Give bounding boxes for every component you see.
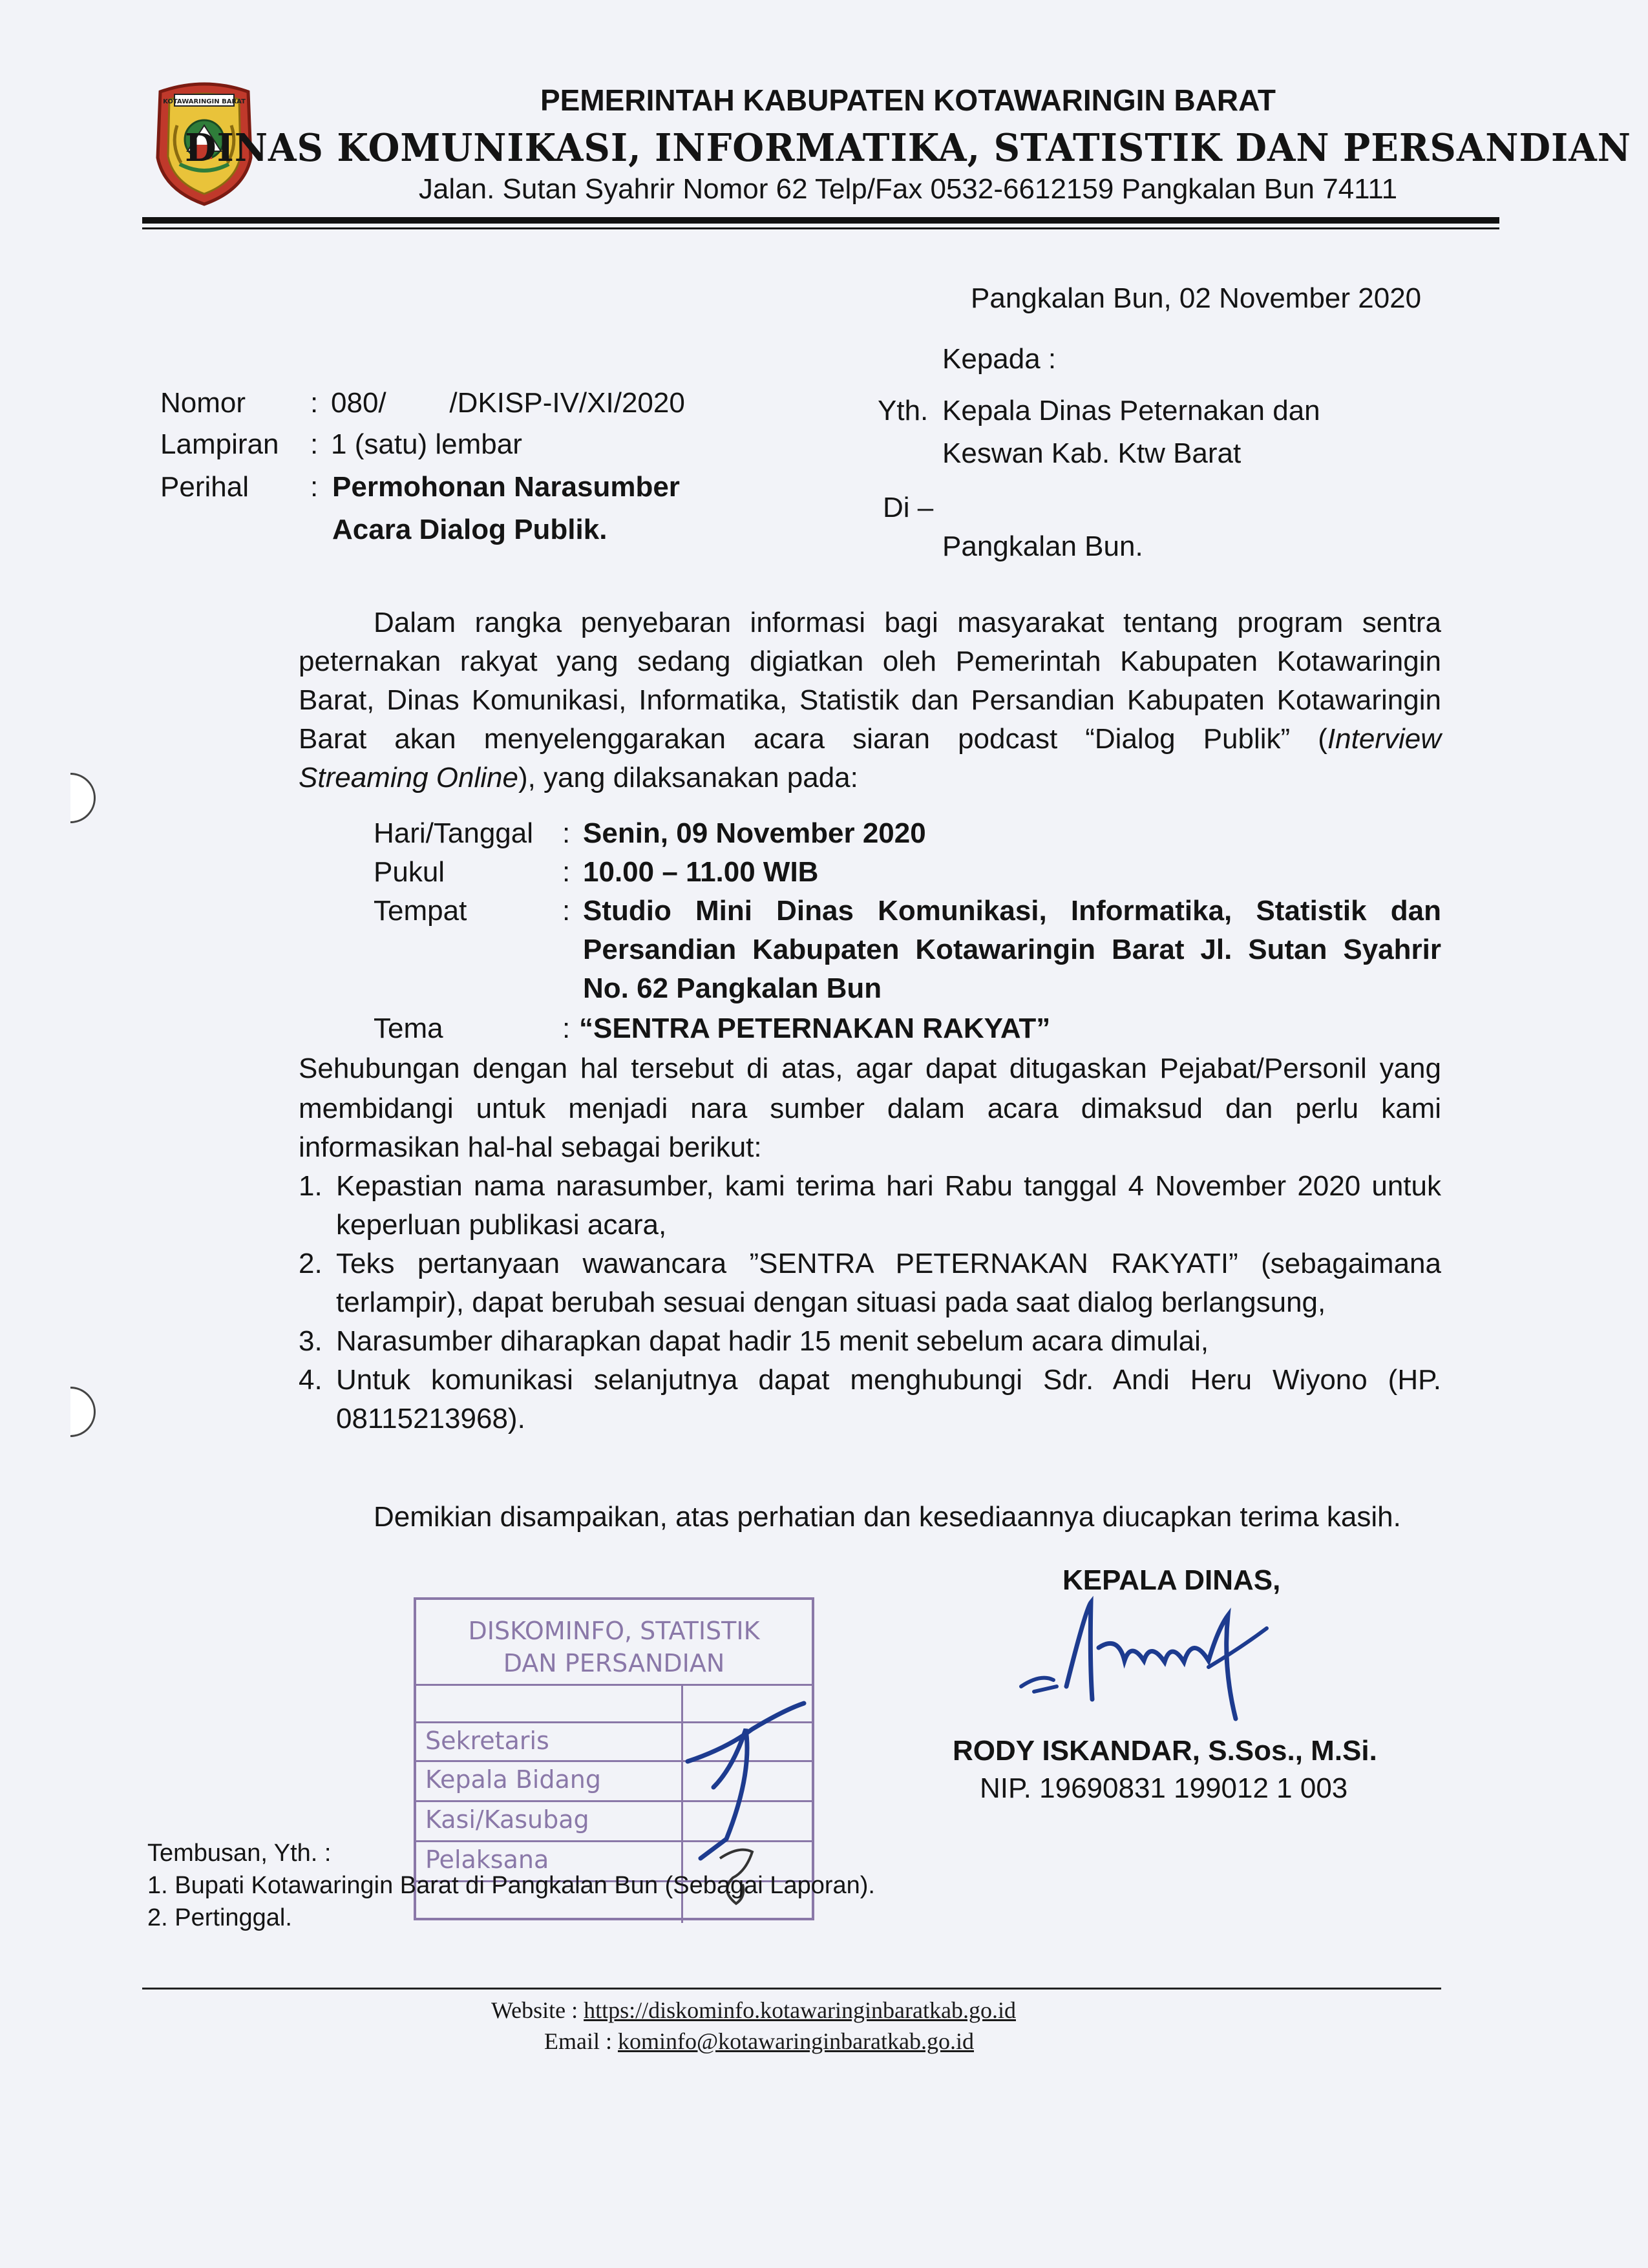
request-line3: informasikan hal-hal sebagai berikut: [299, 1131, 762, 1163]
letterhead-rule-thin [142, 227, 1499, 229]
office-address: Jalan. Sutan Syahrir Nomor 62 Telp/Fax 0532-6612159 Pangkalan Bun 74111 [418, 173, 1398, 205]
field-sep: : [310, 428, 319, 460]
event-hari-value: Senin, 09 November 2020 [583, 817, 926, 849]
event-hari-label: Hari/Tanggal [374, 817, 534, 849]
point-2-line1: Teks pertanyaan wawancara ”SENTRA PETERNAKAN RAKYATI” (sebagaimana [336, 1248, 1441, 1279]
stamp-divider [416, 1684, 812, 1686]
subject-line2: Acara Dialog Publik. [332, 514, 607, 545]
point-1-line1: Kepastian nama narasumber, kami terima hari Rabu tanggal 4 November 2020 untuk [336, 1170, 1441, 1202]
event-tema-label: Tema [374, 1013, 443, 1044]
field-label-perihal: Perihal [160, 471, 249, 503]
intro-line4-text: Barat akan menyelenggarakan acara siaran podcast “Dialog Publik” ( [299, 723, 1327, 755]
request-line1: Sehubungan dengan hal tersebut di atas, agar dapat ditugaskan Pejabat/Personil yang [299, 1053, 1441, 1084]
closing-sentence: Demikian disampaikan, atas perhatian dan kesediaannya diucapkan terima kasih. [374, 1501, 1401, 1533]
department-title: DINAS KOMUNIKASI, INFORMATIKA, STATISTIK DAN PERSANDIAN [185, 125, 1631, 171]
intro-line4 [299, 722, 1441, 757]
request-line2: membidangi untuk menjadi nara sumber dalam acara dimaksud dan perlu kami [299, 1093, 1441, 1124]
point-3-line1: Narasumber diharapkan dapat hadir 15 menit sebelum acara dimulai, [336, 1325, 1209, 1357]
event-tema-value: “SENTRA PETERNAKAN RAKYAT” [579, 1013, 1051, 1044]
footer-rule [142, 1988, 1441, 1990]
recipient-yth: Yth. [878, 395, 929, 426]
point-4-line1: Untuk komunikasi selanjutnya dapat menghubungi Sdr. Andi Heru Wiyono (HP. [336, 1364, 1441, 1396]
punch-hole [45, 1387, 96, 1437]
event-tempat-label: Tempat [374, 895, 467, 927]
field-sep: : [310, 471, 319, 503]
point-number: 3. [299, 1325, 322, 1357]
stamp-row: Kepala Bidang [425, 1765, 601, 1794]
handwritten-signature [995, 1590, 1305, 1738]
intro-line5 [299, 761, 858, 795]
stamp-row: Pelaksana [425, 1845, 549, 1874]
website-link[interactable]: https://diskominfo.kotawaringinbaratkab.go.id [584, 1997, 1016, 2023]
field-sep: : [310, 387, 319, 419]
event-sep: : [562, 895, 571, 927]
point-1-line2: keperluan publikasi acara, [336, 1209, 667, 1241]
punch-hole [45, 773, 96, 823]
stamp-line2: DAN PERSANDIAN [503, 1649, 725, 1677]
website-label: Website : [491, 1997, 578, 2023]
signatory-name: RODY ISKANDAR, S.Sos., M.Si. [953, 1735, 1377, 1767]
recipient-line1: Kepala Dinas Peternakan dan [942, 395, 1320, 426]
event-tempat-line1: Studio Mini Dinas Komunikasi, Informatika, Statistik dan [583, 895, 1441, 927]
letterhead-rule-thick [142, 217, 1499, 224]
stamp-row: Sekretaris [425, 1727, 549, 1755]
point-number: 4. [299, 1364, 322, 1396]
footer-website [491, 1997, 1016, 2024]
event-sep: : [562, 817, 571, 849]
recipient-di: Di – [883, 492, 934, 523]
stamp-line1: DISKOMINFO, STATISTIK [468, 1617, 760, 1645]
event-sep: : [562, 1013, 571, 1044]
point-2-line2: terlampir), dapat berubah sesuai dengan situasi pada saat dialog berlangsung, [336, 1286, 1326, 1318]
recipient-city: Pangkalan Bun. [942, 530, 1143, 562]
recipient-kepada: Kepada : [942, 343, 1057, 375]
intro-line2: peternakan rakyat yang sedang digiatkan oleh Pemerintah Kabupaten Kotawaringin [299, 646, 1441, 677]
event-pukul-value: 10.00 – 11.00 WIB [583, 856, 819, 888]
subject-line1: Permohonan Narasumber [332, 471, 680, 503]
signatory-title: KEPALA DINAS, [1062, 1564, 1281, 1596]
tembusan-item: 2. Pertinggal. [147, 1904, 292, 1931]
point-4-line2: 08115213968). [336, 1403, 525, 1434]
intro-italic1: Interview [1327, 723, 1441, 755]
government-title: PEMERINTAH KABUPATEN KOTAWARINGIN BARAT [540, 83, 1276, 117]
signatory-nip: NIP. 19690831 199012 1 003 [980, 1772, 1348, 1804]
letter-date: Pangkalan Bun, 02 November 2020 [971, 282, 1422, 314]
point-number: 1. [299, 1170, 322, 1202]
field-label-nomor: Nomor [160, 387, 246, 419]
event-pukul-label: Pukul [374, 856, 445, 888]
intro-line3: Barat, Dinas Komunikasi, Informatika, Statistik dan Persandian Kabupaten Kotawaringin [299, 684, 1441, 716]
email-label: Email : [544, 2028, 612, 2054]
point-number: 2. [299, 1248, 322, 1279]
stamp-row: Kasi/Kasubag [425, 1805, 589, 1834]
intro-line1: Dalam rangka penyebaran informasi bagi masyarakat tentang program sentra [374, 607, 1441, 638]
field-label-lampiran: Lampiran [160, 428, 279, 460]
field-value-lampiran: 1 (satu) lembar [331, 428, 522, 460]
tembusan-title: Tembusan, Yth. : [147, 1840, 332, 1867]
recipient-line2: Keswan Kab. Ktw Barat [942, 437, 1241, 469]
footer-email [544, 2028, 974, 2055]
event-tempat-line3: No. 62 Pangkalan Bun [583, 972, 882, 1004]
intro-italic2: Streaming Online [299, 762, 518, 793]
email-link[interactable]: kominfo@kotawaringinbaratkab.go.id [617, 2028, 975, 2054]
tembusan-item: 1. Bupati Kotawaringin Barat di Pangkalan Bun (Sebagai Laporan). [147, 1872, 875, 1899]
svg-text:KOTAWARINGIN BARAT: KOTAWARINGIN BARAT [163, 98, 246, 105]
intro-tail: ), yang dilaksanakan pada: [518, 762, 858, 793]
event-tempat-line2: Persandian Kabupaten Kotawaringin Barat Jl. Sutan Syahrir [583, 934, 1441, 965]
field-value-nomor: 080/ /DKISP-IV/XI/2020 [331, 387, 685, 419]
event-sep: : [562, 856, 571, 888]
